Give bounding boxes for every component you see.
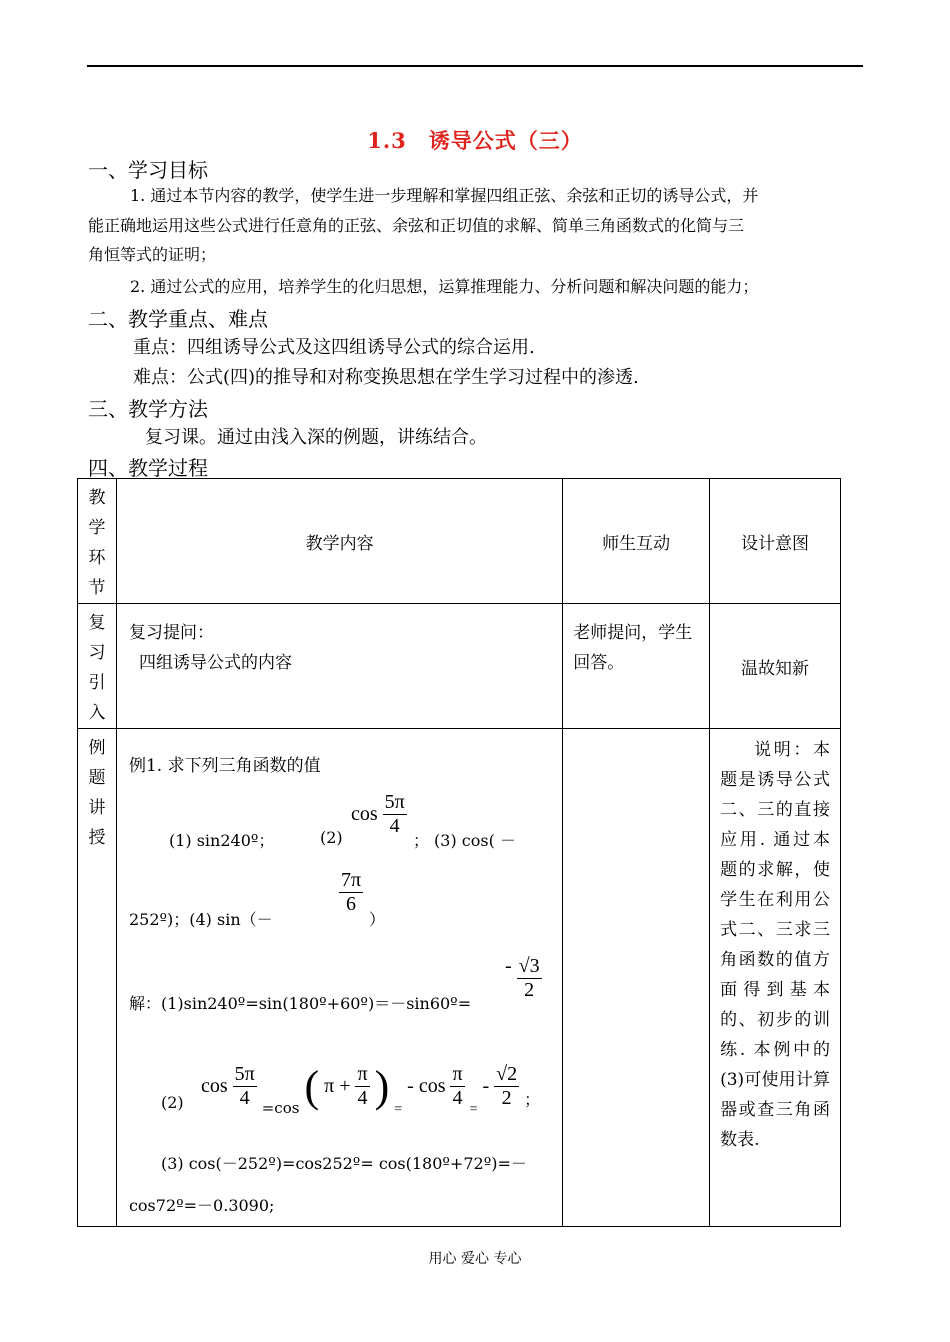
header-intent: 设计意图 — [710, 479, 841, 604]
section-heading-method: 三、教学方法 — [88, 397, 208, 421]
question-3-prefix: ； (3) cos( － — [412, 831, 516, 850]
review-content: 复习提问： 四组诱导公式的内容 — [116, 604, 562, 729]
example-intent: 说明：本题是诱导公式二、三的直接应用. 通过本题的求解，使学生在利用公式二、三求三角函数的值方面得到基本的、初步的训练. 本例中的(3)可使用计算器或查三角函数表. — [710, 729, 841, 1227]
header-stage: 教 学 环 节 — [78, 479, 117, 604]
goal-1-line-3: 角恒等式的证明； — [88, 245, 217, 264]
page-title: 1.3 诱导公式（三） — [367, 128, 583, 153]
review-intent: 温故知新 — [710, 604, 841, 729]
question-2-expr: cos $\frac{5\pi}{4}$ — [350, 791, 405, 837]
example-content — [116, 729, 562, 1227]
question-4-end: ） — [368, 910, 385, 929]
method-text: 复习课。通过由浅入深的例题，讲练结合。 — [145, 427, 487, 448]
teaching-process-table — [77, 478, 841, 1227]
header-rule — [87, 65, 863, 67]
goal-1-line-2: 能正确地运用这些公式进行任意角的正弦、余弦和正切值的求解、简单三角函数式的化简与三 — [88, 216, 745, 235]
question-3-continued: 252º)；(4) sin（－ — [128, 910, 273, 929]
row-label-review: 复 习 引 入 — [78, 604, 117, 729]
example-title: 例1. 求下列三角函数的值 — [128, 756, 321, 776]
key-point: 重点：四组诱导公式及这四组诱导公式的综合运用. — [133, 337, 535, 358]
header-interaction: 师生互动 — [563, 479, 710, 604]
header-content: 教学内容 — [116, 479, 562, 604]
table-row-example — [78, 729, 841, 1227]
solution-1: 解：(1)sin240º=sin(180º+60º)＝－sin60º= — [128, 994, 472, 1013]
question-2-prefix: (2) — [319, 828, 343, 847]
section-heading-goals: 一、学习目标 — [88, 158, 208, 182]
page-footer: 用心 爱心 专心 — [428, 1251, 522, 1267]
table-row-review — [78, 604, 841, 729]
solution-3-continued: cos72º=－0.3090; — [128, 1196, 275, 1215]
question-1: (1) sin240º； — [168, 831, 275, 850]
table-header-row — [78, 479, 841, 604]
goal-2: 2. 通过公式的应用，培养学生的化归思想，运算推理能力、分析问题和解决问题的能力； — [130, 277, 759, 296]
difficult-point: 难点：公式(四)的推导和对称变换思想在学生学习过程中的渗透. — [133, 367, 639, 388]
example-interaction — [563, 729, 710, 1227]
row-label-example: 例 题 讲 授 — [78, 729, 117, 1227]
question-4-fraction: $\frac{7\pi}{6}$ — [340, 869, 362, 915]
review-interaction: 老师提问，学生回答。 — [563, 604, 710, 729]
solution-2-prefix: (2) — [160, 1093, 184, 1112]
goal-1-line-1: 1. 通过本节内容的教学，使学生进一步理解和掌握四组正弦、余弦和正切的诱导公式，并 — [130, 186, 759, 205]
solution-1-result: - $\frac{√3}{2}$ — [504, 955, 540, 1001]
solution-2-expr: cos $\frac{5\pi}{4}$ $_{=cos}$ ( π + $\frac{\pi}{4}$ ) $_=$ - cos $\frac{\pi}{4}$ $_=$ - $\frac{√2}{2}$ $_;$ — [200, 1062, 541, 1118]
section-heading-keypoints: 二、教学重点、难点 — [88, 307, 268, 331]
solution-3: (3) cos(－252º)=cos252º= cos(180º+72º)=－ — [160, 1154, 527, 1173]
section-heading-process: 四、教学过程 — [88, 456, 208, 480]
